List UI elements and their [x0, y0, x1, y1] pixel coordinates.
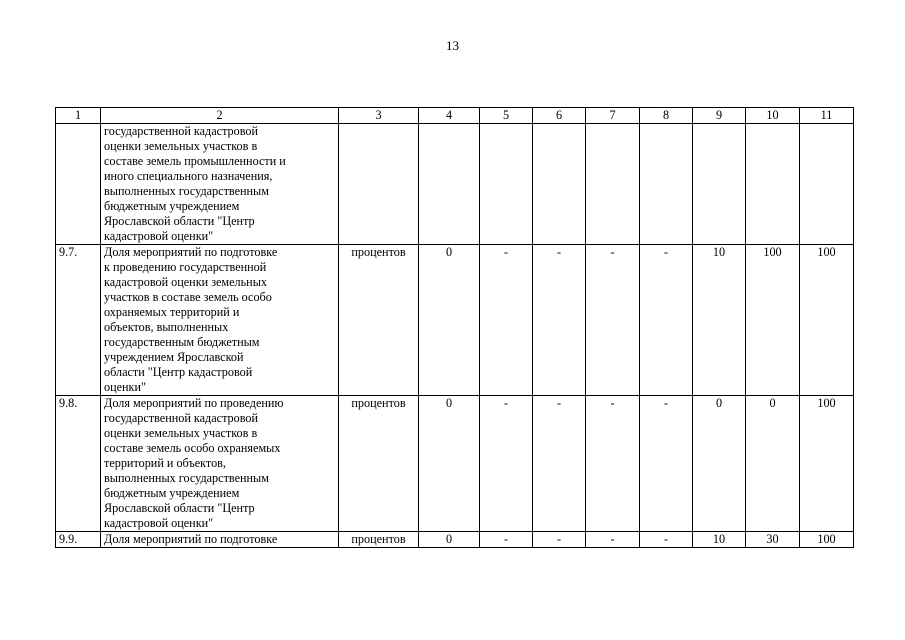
page-number: 13 [446, 38, 459, 53]
value-cell [419, 124, 480, 245]
column-header: 5 [480, 108, 533, 124]
column-header: 10 [746, 108, 800, 124]
value-cell: - [586, 532, 640, 548]
value-cell: - [533, 245, 586, 396]
table-row [56, 124, 854, 245]
column-header: 9 [693, 108, 746, 124]
value-cell: 10 [693, 245, 746, 396]
unit-cell: процентов [339, 245, 419, 396]
value-cell: 100 [800, 396, 854, 532]
value-cell: 100 [800, 532, 854, 548]
value-cell: 0 [419, 396, 480, 532]
column-header: 6 [533, 108, 586, 124]
indicator-table [55, 107, 854, 548]
indicator-text: Доля мероприятий по подготовке [104, 532, 278, 546]
value-cell: - [640, 532, 693, 548]
table-row [56, 396, 854, 532]
value-cell [480, 124, 533, 245]
value-cell: - [480, 396, 533, 532]
value-cell: - [533, 532, 586, 548]
indicator-description [101, 396, 339, 532]
unit-cell: процентов [339, 396, 419, 532]
column-header: 7 [586, 108, 640, 124]
unit-cell [339, 124, 419, 245]
indicator-text: государственной кадастровой оценки земельных участков в составе земель промышленности и иного специального назначения, выполненных государственным бюджетным учреждением Ярославской области "Центр кадастровой оценки" [104, 124, 286, 243]
indicator-description [101, 532, 339, 548]
indicator-text: Доля мероприятий по проведению государственной кадастровой оценки земельных участков в составе земель особо охраняемых территорий и объектов, выполненных государственным бюджетным учреждением Ярославской области "Центр кадастровой оценки" [104, 396, 284, 530]
value-cell [746, 124, 800, 245]
value-cell: - [480, 245, 533, 396]
column-header: 2 [101, 108, 339, 124]
column-header: 8 [640, 108, 693, 124]
value-cell [533, 124, 586, 245]
row-number: 9.9. [56, 532, 101, 548]
indicator-description [101, 124, 339, 245]
header-row [56, 108, 854, 124]
row-number [56, 124, 101, 245]
value-cell: 0 [419, 532, 480, 548]
row-number: 9.7. [56, 245, 101, 396]
column-header: 1 [56, 108, 101, 124]
value-cell: 100 [746, 245, 800, 396]
column-header: 3 [339, 108, 419, 124]
unit-cell: процентов [339, 532, 419, 548]
value-cell: 0 [693, 396, 746, 532]
column-header: 4 [419, 108, 480, 124]
value-cell: - [640, 245, 693, 396]
value-cell [693, 124, 746, 245]
value-cell: 10 [693, 532, 746, 548]
value-cell: 0 [746, 396, 800, 532]
indicator-description [101, 245, 339, 396]
value-cell: - [586, 245, 640, 396]
value-cell: 30 [746, 532, 800, 548]
value-cell [586, 124, 640, 245]
value-cell: 0 [419, 245, 480, 396]
table-row [56, 245, 854, 396]
value-cell: - [586, 396, 640, 532]
table-row [56, 532, 854, 548]
value-cell: - [480, 532, 533, 548]
value-cell: - [533, 396, 586, 532]
value-cell [800, 124, 854, 245]
value-cell: 100 [800, 245, 854, 396]
value-cell [640, 124, 693, 245]
row-number: 9.8. [56, 396, 101, 532]
value-cell: - [640, 396, 693, 532]
column-header: 11 [800, 108, 854, 124]
indicator-text: Доля мероприятий по подготовке к проведению государственной кадастровой оценки земельных участков в составе земель особо охраняемых территорий и объектов, выполненных государственным бюджетным учреждением Ярославской области "Центр кадастровой оценки" [104, 245, 278, 394]
